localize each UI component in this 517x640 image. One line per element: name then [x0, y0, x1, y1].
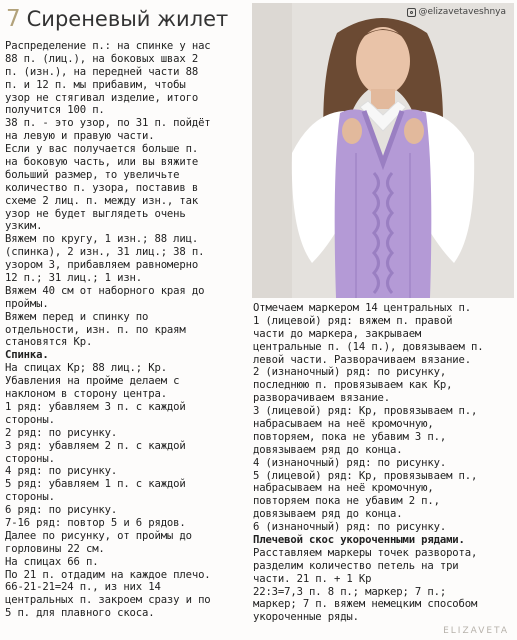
text-line: 7-16 ряд: повтор 5 и 6 рядов. — [5, 516, 186, 529]
text-line: центральные п. (14 п.), довязываем п. — [253, 340, 484, 353]
social-handle — [407, 7, 507, 17]
text-line: наклоном в сторону центра. — [5, 388, 167, 401]
text-line: количество п. узора, поставив в — [5, 181, 199, 194]
text-line: стороны. — [5, 413, 55, 426]
text-line: Убавления на пройме делаем с — [5, 375, 180, 388]
text-line: маркер; 7 п. вяжем немецким способом — [253, 598, 478, 611]
text-line: получится 100 п. — [5, 104, 105, 117]
instagram-icon — [407, 8, 416, 17]
text-line: Вяжем по кругу, 1 изн.; 88 лиц. — [5, 233, 199, 246]
watermark: ELIZAVETA — [443, 626, 509, 636]
text-line: 5 (лицевой) ряд: Кр, провязываем п., — [253, 469, 478, 482]
text-line: 12 п.; 31 лиц.; 1 изн. — [5, 272, 143, 285]
text-line: довязываем ряд до конца. — [253, 443, 403, 456]
text-line: 4 (изнаночный) ряд: по рисунку. — [253, 456, 447, 469]
text-line: 2 ряд: по рисунку. — [5, 426, 118, 439]
right-column-text — [253, 302, 515, 624]
text-line: становятся Кр. — [5, 336, 93, 349]
text-line: набрасываем на неё кромочную, — [253, 482, 434, 495]
text-line: стороны. — [5, 452, 55, 465]
section-heading: Плечевой скос укороченными рядами. — [253, 534, 465, 547]
text-line: проймы. — [5, 297, 49, 310]
text-line: горловины 22 см. — [5, 542, 105, 555]
handle-text: @elizavetaveshnya — [418, 7, 506, 17]
text-line: 66-21-21=24 п., из них 14 — [5, 581, 161, 594]
text-line: п. (изн.), на передней части 88 — [5, 65, 199, 78]
text-line: левой части. Разворачиваем вязание. — [253, 353, 471, 366]
text-line: отдельности, изн. п. по краям — [5, 323, 186, 336]
text-line: Расставляем маркеры точек разворота, — [253, 546, 478, 559]
text-line: 3 (лицевой) ряд: Кр, провязываем п., — [253, 405, 478, 418]
text-line: По 21 п. отдадим на каждое плечо. — [5, 568, 211, 581]
photo-illustration — [252, 3, 514, 298]
text-line: На спицах Кр; 88 лиц.; Кр. — [5, 362, 167, 375]
text-line: 5 п. для плавного скоса. — [5, 607, 155, 620]
text-line: части. 21 п. + 1 Кр — [253, 572, 372, 585]
text-line: 2 (изнаночный) ряд: по рисунку, — [253, 366, 447, 379]
text-line: Отмечаем маркером 14 центральных п. — [253, 302, 471, 314]
page-title: Сиреневый жилет — [26, 7, 229, 31]
text-line: 5 ряд: убавляем 1 п. с каждой — [5, 478, 186, 491]
text-line: центральных п. закроем сразу и по — [5, 594, 211, 607]
text-line: 22:3=7,3 п. 8 п.; маркер; 7 п.; — [253, 585, 447, 598]
text-line: разворачиваем вязание. — [253, 392, 391, 405]
text-line: 38 п. - это узор, по 31 п. пойдёт — [5, 117, 211, 130]
text-line: повторяем, пока не убавим 3 п., — [253, 430, 447, 443]
text-line: 1 (лицевой) ряд: вяжем п. правой — [253, 314, 453, 327]
text-line: укороченные ряды. — [253, 611, 359, 624]
text-line: Вяжем 40 см от наборного края до — [5, 284, 205, 297]
text-line: разделим количество петель на три — [253, 559, 459, 572]
pattern-number: 7 — [6, 6, 21, 32]
text-line: на левую и правую части. — [5, 130, 155, 143]
text-line: набрасываем на неё кромочную, — [253, 418, 434, 431]
text-line: части до маркера, закрываем — [253, 327, 422, 340]
text-line: На спицах 66 п. — [5, 555, 99, 568]
section-heading: Спинка. — [5, 349, 49, 362]
text-line: 4 ряд: по рисунку. — [5, 465, 118, 478]
text-line: последнюю п. провязываем как Кр, — [253, 379, 453, 392]
text-line: узор не стягивал изделие, итого — [5, 91, 199, 104]
text-line: 1 ряд: убавляем 3 п. с каждой — [5, 400, 186, 413]
text-line: п. и 12 п. мы прибавим, чтобы — [5, 78, 186, 91]
text-line: Если у вас получается больше п. — [5, 143, 199, 156]
text-line: Распределение п.: на спинке у нас — [5, 40, 211, 52]
page-header — [6, 6, 228, 32]
text-line: схеме 2 лиц. п. между изн., так — [5, 194, 199, 207]
text-line: узор не будет выглядеть очень — [5, 207, 186, 220]
text-line: Вяжем перед и спинку по — [5, 310, 149, 323]
text-line: 3 ряд: убавляем 2 п. с каждой — [5, 439, 186, 452]
text-line: повторяем пока не убавим 2 п., — [253, 495, 440, 508]
text-line: 88 п. (лиц.), на боковых швах 2 — [5, 52, 199, 65]
model-photo — [252, 3, 514, 298]
left-column-text — [5, 40, 251, 620]
text-line: Далее по рисунку, от проймы до — [5, 529, 192, 542]
text-line: узором 3, прибавляем равномерно — [5, 259, 199, 272]
text-line: (спинка), 2 изн., 31 лиц.; 38 п. — [5, 246, 205, 259]
text-line: стороны. — [5, 491, 55, 504]
text-line: 6 (изнаночный) ряд: по рисунку. — [253, 521, 447, 534]
text-line: довязываем ряд до конца. — [253, 508, 403, 521]
text-line: на боковую часть, или вы вяжите — [5, 156, 199, 169]
text-line: 6 ряд: по рисунку. — [5, 504, 118, 517]
text-line: больший размер, то увеличьте — [5, 168, 180, 181]
text-line: узким. — [5, 220, 43, 233]
